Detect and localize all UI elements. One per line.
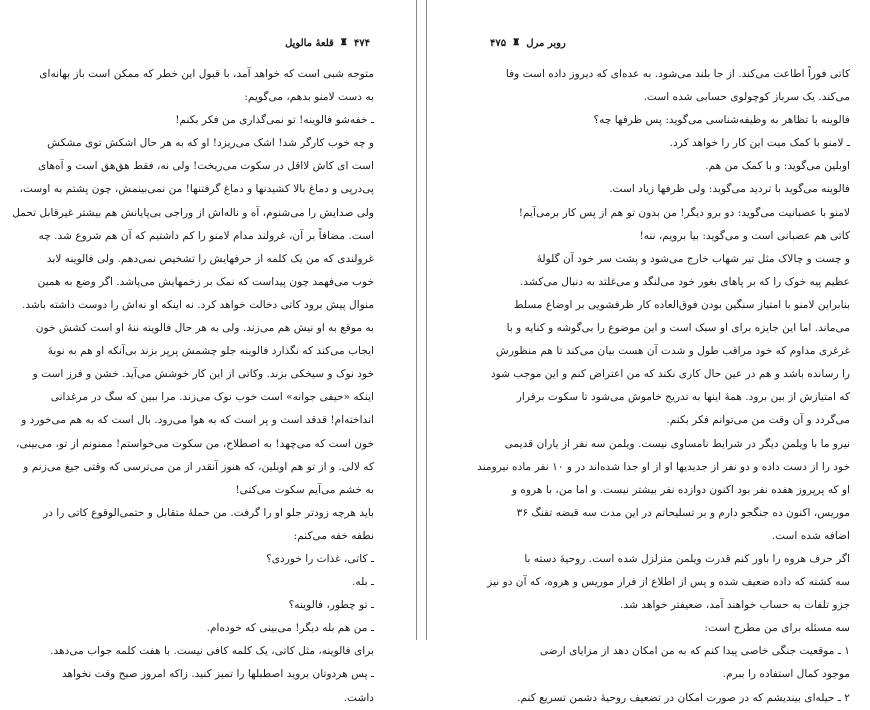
left-page-header — [285, 34, 370, 52]
text-line: ـ تو چطور، فالوینه؟ — [288, 599, 374, 612]
text-line: موریس، اکنون ده جنگجو دارم و بر تسلیحاتم در این مدت سه قبضه تفنگ ۳۶ — [516, 506, 850, 519]
text-line: ۱ ـ موقعیت جنگی خاصی پیدا کنم که به من امکان دهد از مزایای ارضی — [539, 645, 850, 658]
text-line: خود را از دست داده و دو نفر از جدیدیها او از او جدا شده‌اند در و ۱۰ نفر ماده نیرومند — [477, 460, 850, 473]
text-line: ـ خفه‌شو فالوینه! تو نمی‌گذاری من فکر بکنم! — [175, 114, 374, 127]
text-line: انداخته‌ام! قدقد است و پر است که به هوا می‌رود. بال است که به هم می‌خورد و — [21, 414, 374, 427]
left-running-title: قلعهٔ مالویل — [285, 37, 334, 49]
text-line: سه کشته که داده ضعیف شده و پس از اطلاع از فرار موریس و هروه، که آن دو نیز — [487, 576, 850, 589]
text-line: کاتی هم عصبانی است و می‌گوید: بیا برویم، ننه! — [639, 229, 850, 242]
text-line: است. مضافاً بر آن، غرولند مدام لامنو را کم داشتیم که آن هم شروع شد. چه — [38, 229, 374, 242]
text-line: ولی صدایش را می‌شنوم، آه و ناله‌اش از وراجی بی‌پایانش هم بیشتر غیرقابل تحمل — [12, 206, 374, 219]
text-line: کاتی فوراً اطاعت می‌کند. از جا بلند می‌شود. به عده‌ای که دیروز داده است وفا — [505, 68, 850, 80]
text-line: به موقع به او نیش هم می‌زند. ولی به هر حال فالوینه ننهٔ او است کشش خون — [35, 322, 374, 335]
left-page — [0, 0, 428, 704]
text-line: اوبلین می‌گوید: و با کمک من هم. — [705, 160, 850, 173]
text-line: جزو تلفات به حساب خواهند آمد، ضعیفتر خواهد شد. — [620, 599, 850, 612]
text-line: منوال پیش برود کاتی دخالت خواهد کرد. نه اینکه او نه‌اش را دوست داشته باشد. — [21, 298, 374, 311]
left-page-body — [12, 63, 374, 710]
text-line: ـ بله. — [352, 576, 374, 589]
text-line: نیرو ما با ویلمن دیگر در شرایط نامساوی نیست. ویلمن سه نفر از یاران قدیمی — [504, 437, 850, 450]
right-running-title: روبر مرل — [526, 37, 566, 49]
text-line: می‌کند. یک سرباز کوچولوی حسابی شده است. — [643, 91, 850, 104]
text-line: بنابراین لامنو با امتیاز سنگین بودن فوق‌العاده کار ظرفشویی بر اوضاع مسلط — [513, 298, 850, 311]
text-line: را رسانده باشد و هم در عین حال کاری نکند که من اعتراض کنم و این موجب شود — [490, 368, 850, 381]
text-line: ـ پس هردوتان بروید اصطبلها را تمیز کنید. زاکه امروز صبح وقت نخواهد — [61, 668, 374, 681]
text-line: داشت. — [343, 691, 374, 704]
text-line: غرغری مداوم که خود مراقب طول و شدت آن هست بیان می‌کند تا هم منظورش — [495, 345, 850, 358]
text-line: لامنو با عصبانیت می‌گوید: دو برو دیگر! من بدون تو هم از پس کار برمی‌آیم! — [518, 206, 850, 219]
page-edge-left — [416, 0, 417, 640]
text-line: برای فالوینه، مثل کاتی، یک کلمه کافی نیست. با هفت کلمه جواب می‌دهد. — [50, 645, 374, 658]
text-line: باید هرچه زودتر جلو او را گرفت. من حملهٔ متقابل و حتمی‌الوقوع کاتی را در — [43, 506, 374, 519]
text-line: می‌ماند. اما این جایزه برای او سبک است و این موضوع را بی‌گوشه و کنایه و با — [506, 322, 850, 335]
text-line: او که پرپروز هفده نفر بود اکنون دوازده نفر بیشتر نیست. و اما من، با هروه و — [511, 483, 850, 496]
right-page — [432, 0, 870, 704]
right-page-header — [490, 34, 566, 52]
text-line: می‌گردد و آن وقت من می‌توانم فکر بکنم. — [666, 414, 850, 427]
text-line: اگر حرف هروه را باور کنم قدرت ویلمن متزلزل شده است. روحیهٔ دسته با — [524, 552, 850, 565]
text-line: است ای کاش لااقل در سکوت می‌ریخت! ولی نه، فقط هق‌هق است و آه‌های — [37, 160, 374, 173]
text-line: به دست لامنو بدهم، می‌گویم: — [244, 91, 374, 104]
text-line: ـ لامنو با کمک میت این کار را خواهد کرد. — [669, 137, 850, 150]
text-line: ۲ ـ حیله‌ای بیندیشم که در صورت امکان در تضعیف روحیهٔ دشمن تسریع کنم. — [517, 691, 850, 704]
text-line: که امتیازش از بین برود. همهٔ اینها به تدریج خاموش می‌شود تا سکوت برقرار — [516, 391, 850, 404]
text-line: که لالی. و از تو هم اوبلین، که هنوز آنقدر از من می‌ترسی که وقتی جیغ می‌زنم و — [23, 460, 374, 473]
text-line: پی‌درپی و دماغ بالا کشیدنها و دماغ گرفتنها! من نمی‌بینمش، چون پشتم به اوست، — [19, 183, 374, 196]
rook-ornament-icon: ♜ — [512, 38, 521, 48]
text-line: متوجه شبی است که خواهد آمد، با قبول این خطر که ممکن است باز بهانه‌ای — [39, 68, 374, 80]
text-line: و چه خوب کارگر شد! اشک می‌ریزد! او که به هر حال اشکش توی مشکش — [47, 137, 374, 150]
text-line: ـ من هم بله دیگر! می‌بینی که خوده‌ام. — [206, 622, 374, 635]
text-line: فالوینه با تظاهر به وظیفه‌شناسی می‌گوید: پس ظرفها چه؟ — [593, 114, 850, 127]
text-line: به خشم می‌آیم سکوت می‌کنی! — [235, 483, 374, 496]
text-line: ـ کاتی، غذات را خوردی؟ — [266, 552, 374, 565]
text-line: سه مسئله برای من مطرح است: — [704, 622, 850, 635]
text-line: غرولندی که من یک کلمه از حرفهایش را تشخیص نمی‌دهم. ولی فالوینه لابد — [46, 252, 374, 265]
text-line: اضافه شده است. — [771, 529, 850, 542]
text-line: موجود کمال استفاده را ببرم. — [722, 668, 850, 681]
text-line: خون است که می‌چهد! به اصطلاح، من سکوت می‌خواستم! ممنونم از تو، می‌بینی، — [16, 437, 374, 450]
right-page-body — [477, 63, 850, 710]
text-line: نطفه خفه می‌کنم: — [293, 529, 374, 542]
text-line: اینکه «حیفی جوانه» است خوب نوک می‌زند. مرا ببین که سگ در مرغدانی — [50, 391, 374, 404]
text-line: عظیم پیه خوک را که بر پاهای بغور خود می‌لنگد و می‌غلتد به دنبال می‌کشد. — [519, 275, 850, 288]
text-line: خود نوک و سیخکی بزند. وکاتی از این کار خوشش می‌آید. خشن و فرز است و — [32, 368, 374, 381]
text-line: ایجاب می‌کند که نگذارد فالوینه جلو چشمش پرپر بزند بی‌آنکه او هم به نوبهٔ — [47, 345, 374, 358]
text-line: فالوینه می‌گوید با تردید می‌گوید: ولی ظرفها زیاد است. — [609, 183, 850, 196]
right-page-number: ۴۷۵ — [490, 37, 507, 49]
left-page-number: ۴۷۴ — [353, 37, 370, 49]
text-line: و چست و چالاک مثل تیر شهاب خارج می‌شود و پشت سر خود آن گلولهٔ — [536, 252, 850, 265]
page-edge-right — [426, 0, 427, 640]
text-line: خوب می‌فهمد چون پیداست که نمک بر زخمهایش می‌پاشد. اگر وضع به همین — [37, 275, 374, 288]
rook-ornament-icon: ♜ — [339, 38, 348, 48]
